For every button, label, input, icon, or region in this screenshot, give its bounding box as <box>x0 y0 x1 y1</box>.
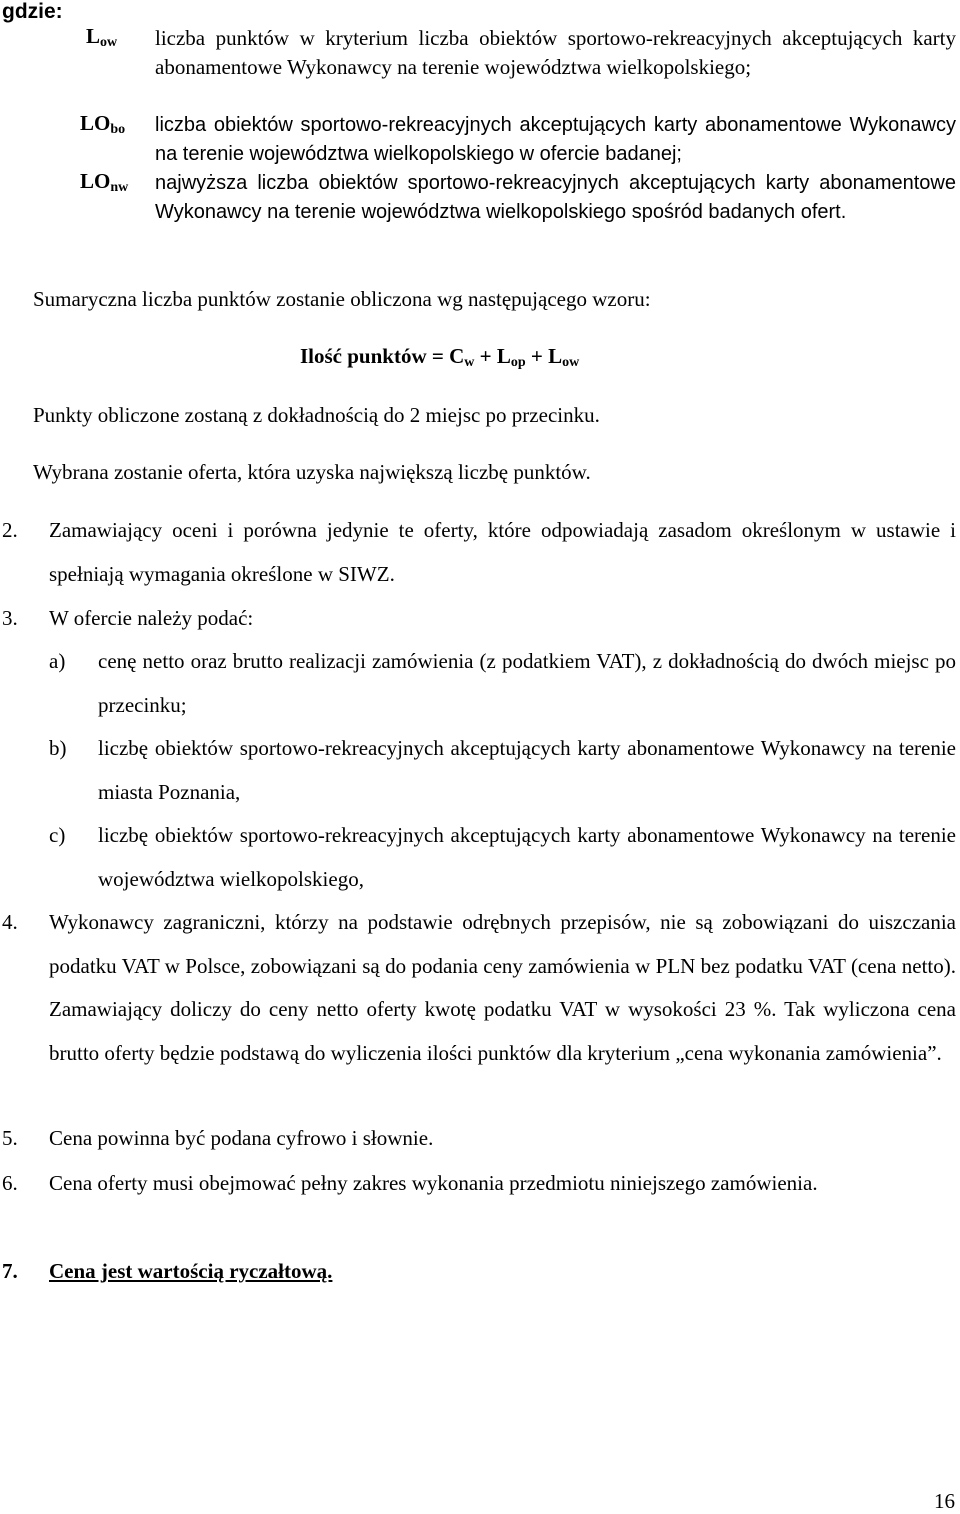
symbol-subscript: ow <box>100 35 118 50</box>
formula-plus-l: + L <box>474 344 511 368</box>
formula <box>300 344 579 371</box>
formula-c-subscript: w <box>464 355 475 370</box>
item-text-emphasis: Cena jest wartością ryczałtową. <box>49 1259 333 1283</box>
item-text <box>49 1250 956 1294</box>
item-text: Zamawiający oceni i porówna jedynie te oferty, które odpowiadają zasadom określonym w ustawie i spełniają wymagania określone w SIWZ. <box>49 518 956 586</box>
sub-item-text: cenę netto oraz brutto realizacji zamówienia (z podatkiem VAT), z dokładnością do dwóch miejsc po przecinku; <box>98 649 956 717</box>
page-number: 16 <box>934 1489 955 1513</box>
sub-item-text: liczbę obiektów sportowo-rekreacyjnych akceptujących karty abonamentowe Wykonawcy na terenie miasta Poznania, <box>98 736 956 804</box>
formula-plus-l: + L <box>525 344 563 368</box>
definition-text: najwyższa liczba obiektów sportowo-rekreacyjnych akceptujących karty abonamentowe Wykonawcy na terenie województwa wielkopolskiego spośród badanych ofert. <box>155 172 956 223</box>
symbol-text: LO <box>80 111 111 135</box>
precision-note: Punkty obliczone zostaną z dokładnością do 2 miejsc po przecinku. <box>33 403 600 427</box>
item-number: 5. <box>2 1126 18 1150</box>
selection-note: Wybrana zostanie oferta, która uzyska największą liczbę punktów. <box>33 460 591 484</box>
item-number: 2. <box>2 518 18 542</box>
formula-left: Ilość punktów = C <box>300 344 465 368</box>
item-text: Cena powinna być podana cyfrowo i słownie. <box>49 1126 434 1150</box>
summary-intro: Sumaryczna liczba punktów zostanie obliczona wg następującego wzoru: <box>33 287 651 311</box>
formula-ow-subscript: ow <box>562 355 580 370</box>
item-text: W ofercie należy podać: <box>49 606 254 630</box>
item-number: 3. <box>2 606 18 630</box>
sub-item-label: b) <box>49 736 67 760</box>
symbol-subscript: nw <box>110 180 129 195</box>
symbol-text: LO <box>80 169 111 193</box>
item-number: 7. <box>2 1259 18 1283</box>
item-number: 4. <box>2 910 18 934</box>
definition-text: liczba obiektów sportowo-rekreacyjnych akceptujących karty abonamentowe Wykonawcy na terenie województwa wielkopolskiego w ofercie badanej; <box>155 114 956 165</box>
heading-gdzie: gdzie: <box>2 0 63 23</box>
sub-item-label: a) <box>49 649 66 673</box>
definition-symbol <box>86 24 117 51</box>
item-number: 6. <box>2 1171 18 1195</box>
sub-item-label: c) <box>49 823 66 847</box>
symbol-subscript: bo <box>110 122 126 137</box>
item-text: Wykonawcy zagraniczni, którzy na podstawie odrębnych przepisów, nie są zobowiązani do uiszczania podatku VAT w Polsce, zobowiązani są do podania ceny zamówienia w PLN bez podatku VAT (cena netto). Zamawiający doliczy do ceny netto oferty kwotę podatku VAT w wysokości 23 %. Tak wyliczona cena brutto oferty będzie podstawą do wyliczenia ilości punktów dla kryterium „cena wykonania zamówienia”. <box>49 910 956 1065</box>
sub-item-text: liczbę obiektów sportowo-rekreacyjnych akceptujących karty abonamentowe Wykonawcy na terenie województwa wielkopolskiego, <box>98 823 956 891</box>
definition-symbol <box>80 169 128 196</box>
definition-text: liczba punktów w kryterium liczba obiektów sportowo-rekreacyjnych akceptujących karty abonamentowe Wykonawcy na terenie województwa wielkopolskiego; <box>155 26 956 79</box>
formula-op-subscript: op <box>510 355 526 370</box>
symbol-text: L <box>86 24 101 48</box>
item-text: Cena oferty musi obejmować pełny zakres wykonania przedmiotu niniejszego zamówienia. <box>49 1171 818 1195</box>
definition-symbol <box>80 111 125 138</box>
